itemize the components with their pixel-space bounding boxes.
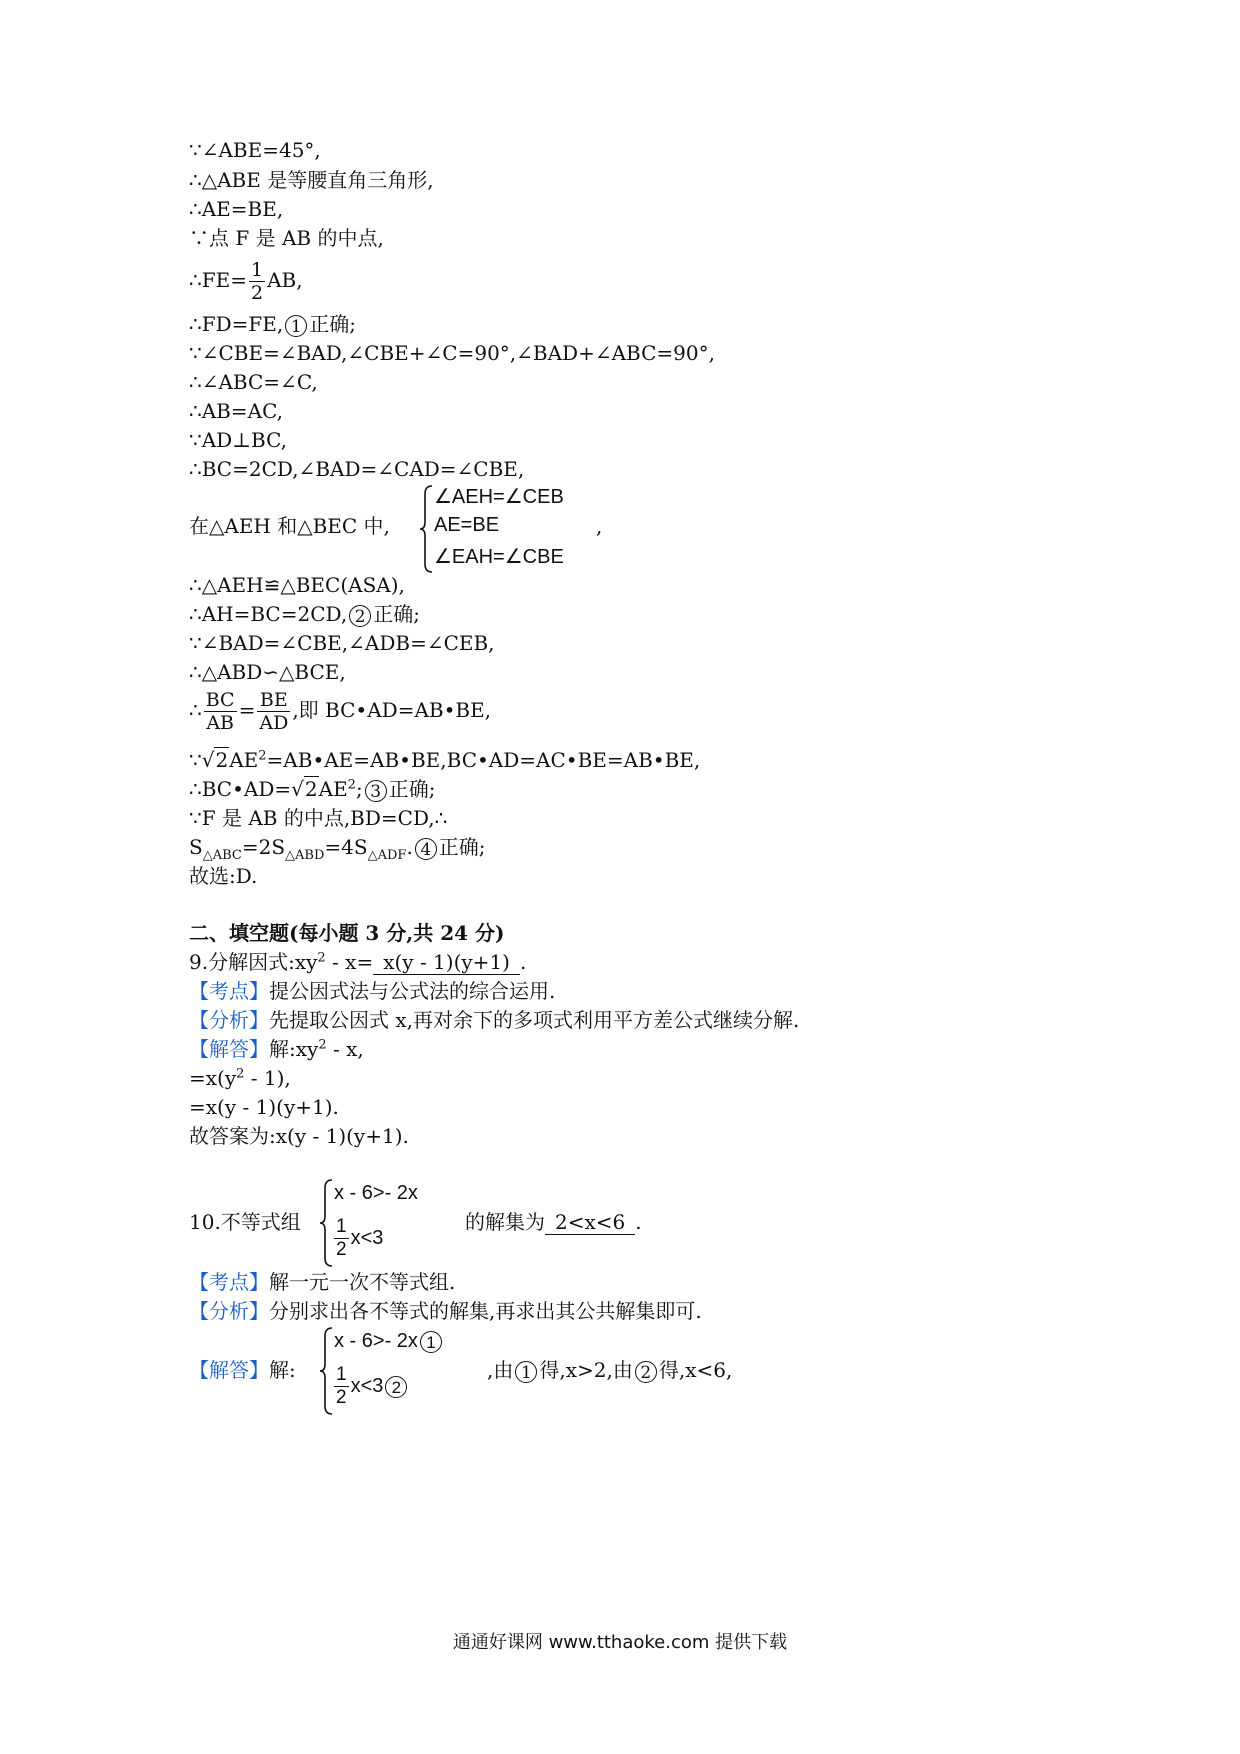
circled-number: 1 — [420, 1331, 442, 1353]
q10-jieda — [189, 1358, 296, 1382]
text-segment: . — [635, 1210, 642, 1234]
text-segment: ,即 BC•AD=AB•BE, — [292, 698, 492, 722]
fraction-denominator: 2 — [336, 1239, 347, 1260]
text-segment: 正确; — [309, 312, 356, 336]
proof-line-9: ∴AB=AC, — [189, 399, 284, 423]
text-segment: 的解集为 — [465, 1210, 545, 1234]
proof-line-5 — [189, 257, 303, 304]
circled-number: 3 — [365, 780, 387, 802]
fraction-numerator: BE — [257, 689, 290, 712]
q9-step-1 — [189, 1066, 291, 1090]
superscript: 2 — [318, 1037, 327, 1053]
text-segment: . — [406, 835, 413, 859]
text-segment: ; — [355, 777, 363, 801]
text-segment: =2S — [241, 835, 286, 859]
text-segment: 得,x>2,由 — [539, 1358, 633, 1382]
text-segment: AE — [318, 777, 348, 801]
text-segment: =4S — [324, 835, 368, 859]
kaodian-tag: 【考点】 — [189, 1270, 269, 1294]
fraction-bc-ab — [204, 689, 237, 734]
text-segment: ∵ — [189, 748, 202, 772]
q10-solution-text — [487, 1358, 732, 1383]
square-root: √2 — [201, 748, 229, 772]
text-segment: 正确; — [388, 777, 436, 801]
text-segment: =x(y — [189, 1066, 237, 1090]
proof-line-6 — [189, 312, 356, 337]
proof-line-12: 在△AEH 和△BEC 中, — [189, 514, 390, 538]
fenxi-tag: 【分析】 — [189, 1299, 269, 1323]
proof-line-17 — [189, 687, 491, 734]
fraction-be-ad — [257, 689, 290, 734]
text-segment: S — [189, 835, 203, 859]
radicand: 2 — [215, 748, 229, 772]
inequality-row-1: x - 6>- 2x — [334, 1182, 418, 1204]
inequality-row-1 — [334, 1330, 444, 1353]
text-segment: = — [238, 698, 256, 722]
fraction-denominator: AB — [206, 712, 234, 734]
text-segment: 先提取公因式 x,再对余下的多项式利用平方差公式继续分解. — [269, 1008, 800, 1032]
circled-number: 4 — [415, 838, 437, 860]
proof-line-16: ∴△ABD∽△BCE, — [189, 660, 346, 684]
system-row-3: ∠EAH=∠CBE — [434, 546, 564, 568]
question-10-answer — [465, 1210, 642, 1235]
circled-number: 2 — [635, 1361, 657, 1383]
text-segment: ∴BC•AD= — [189, 777, 292, 801]
text-segment: 正确; — [438, 835, 486, 859]
fraction-denominator: AD — [259, 712, 289, 734]
proof-line-12-comma: , — [596, 514, 603, 538]
proof-line-2: ∴△ABE 是等腰直角三角形, — [189, 168, 434, 192]
fraction-half — [334, 1216, 349, 1261]
left-brace-icon — [320, 1178, 334, 1268]
proof-line-18 — [189, 748, 700, 772]
left-brace-icon — [320, 1326, 334, 1416]
text-segment: 解:xy — [269, 1037, 319, 1061]
jieda-tag: 【解答】 — [189, 1037, 269, 1061]
circled-number: 1 — [515, 1361, 537, 1383]
superscript: 2 — [236, 1066, 245, 1082]
proof-line-11: ∴BC=2CD,∠BAD=∠CAD=∠CBE, — [189, 457, 525, 481]
q9-jieda — [189, 1037, 364, 1061]
question-9 — [189, 950, 526, 975]
inequality-row-2 — [334, 1216, 383, 1261]
text-segment: x<3 — [350, 1226, 384, 1249]
answer-blank: x(y - 1)(y+1) — [373, 950, 520, 975]
text-segment: =AB•AE=AB•BE,BC•AD=AC•BE=AB•BE, — [266, 748, 701, 772]
text-segment: ∴FE= — [189, 268, 247, 292]
proof-line-20: ∵F 是 AB 的中点,BD=CD,∴ — [189, 806, 448, 830]
superscript: 2 — [317, 950, 326, 966]
equation-system-aeh-bec — [420, 484, 620, 574]
text-segment: - x= — [325, 950, 374, 974]
proof-line-13: ∴△AEH≌△BEC(ASA), — [189, 573, 405, 597]
circled-number: 2 — [385, 1376, 407, 1398]
question-10-label: 10.不等式组 — [189, 1210, 301, 1234]
fenxi-tag: 【分析】 — [189, 1008, 269, 1032]
radicand: 2 — [304, 777, 318, 801]
text-segment: 9.分解因式:xy — [189, 950, 318, 974]
q9-step-2: =x(y - 1)(y+1). — [189, 1095, 339, 1119]
proof-line-22: 故选:D. — [189, 864, 258, 888]
page-footer: 通通好课网 www.tthaoke.com 提供下载 — [452, 1632, 788, 1653]
square-root: √2 — [291, 777, 318, 801]
q9-answer-line: 故答案为:x(y - 1)(y+1). — [189, 1124, 409, 1148]
left-brace-icon — [420, 484, 434, 574]
text-segment: 得,x<6, — [658, 1358, 733, 1382]
subscript: △ABD — [285, 848, 325, 863]
fraction-half — [334, 1364, 349, 1409]
proof-line-19 — [189, 777, 435, 802]
q10-kaodian — [189, 1270, 455, 1294]
proof-line-15: ∵∠BAD=∠CBE,∠ADB=∠CEB, — [189, 631, 495, 655]
proof-line-8: ∴∠ABC=∠C, — [189, 370, 318, 394]
text-segment: x<3 — [350, 1374, 384, 1397]
proof-line-1: ∵∠ABE=45°, — [189, 138, 321, 162]
fraction-half — [249, 259, 265, 304]
superscript: 2 — [258, 748, 267, 764]
answer-blank: 2<x<6 — [545, 1210, 635, 1235]
q9-kaodian — [189, 979, 555, 1003]
proof-line-7: ∵∠CBE=∠BAD,∠CBE+∠C=90°,∠BAD+∠ABC=90°, — [189, 341, 715, 365]
text-segment: ∴AH=BC=2CD, — [189, 602, 348, 626]
text-segment: 提公因式法与公式法的综合运用. — [269, 979, 556, 1003]
text-segment: x - 6>- 2x — [334, 1330, 418, 1352]
system-row-2: AE=BE — [434, 514, 500, 536]
section-heading: 二、填空题(每小题 3 分,共 24 分) — [189, 921, 505, 945]
q9-fenxi — [189, 1008, 799, 1032]
text-segment: AE — [229, 748, 259, 772]
proof-line-10: ∵AD⊥BC, — [189, 428, 288, 452]
text-segment: ,由 — [487, 1358, 514, 1382]
proof-line-21 — [189, 835, 486, 863]
q10-fenxi — [189, 1299, 702, 1323]
fraction-numerator: 1 — [336, 1216, 347, 1237]
jieda-tag: 【解答】 — [189, 1358, 269, 1382]
text-segment: - 1), — [244, 1066, 291, 1090]
system-row-1: ∠AEH=∠CEB — [434, 486, 564, 508]
subscript: △ADF — [367, 848, 407, 863]
text-segment: ∴ — [189, 698, 202, 722]
fraction-denominator: 2 — [336, 1387, 347, 1408]
inequality-system-solution — [320, 1326, 480, 1416]
subscript: △ABC — [202, 848, 242, 863]
proof-line-3: ∴AE=BE, — [189, 197, 284, 221]
text-segment: 解一元一次不等式组. — [269, 1270, 456, 1294]
text-segment: ∴FD=FE, — [189, 312, 284, 336]
text-segment: 分别求出各不等式的解集,再求出其公共解集即可. — [269, 1299, 702, 1323]
proof-line-4: ∵点 F 是 AB 的中点, — [189, 226, 384, 250]
circled-number: 2 — [349, 605, 371, 627]
text-segment: - x, — [326, 1037, 364, 1061]
superscript: 2 — [347, 777, 356, 793]
circled-number: 1 — [285, 315, 307, 337]
text-segment: 正确; — [373, 602, 420, 626]
inequality-system — [320, 1178, 460, 1268]
text-segment: AB, — [267, 268, 303, 292]
fraction-numerator: 1 — [336, 1364, 347, 1385]
fraction-denominator: 2 — [250, 282, 264, 304]
fraction-numerator: BC — [205, 689, 235, 711]
inequality-row-2 — [334, 1364, 409, 1409]
text-segment: . — [519, 950, 527, 974]
proof-line-14 — [189, 602, 420, 627]
text-segment: 解: — [269, 1358, 296, 1382]
kaodian-tag: 【考点】 — [189, 979, 269, 1003]
fraction-numerator: 1 — [250, 259, 264, 281]
